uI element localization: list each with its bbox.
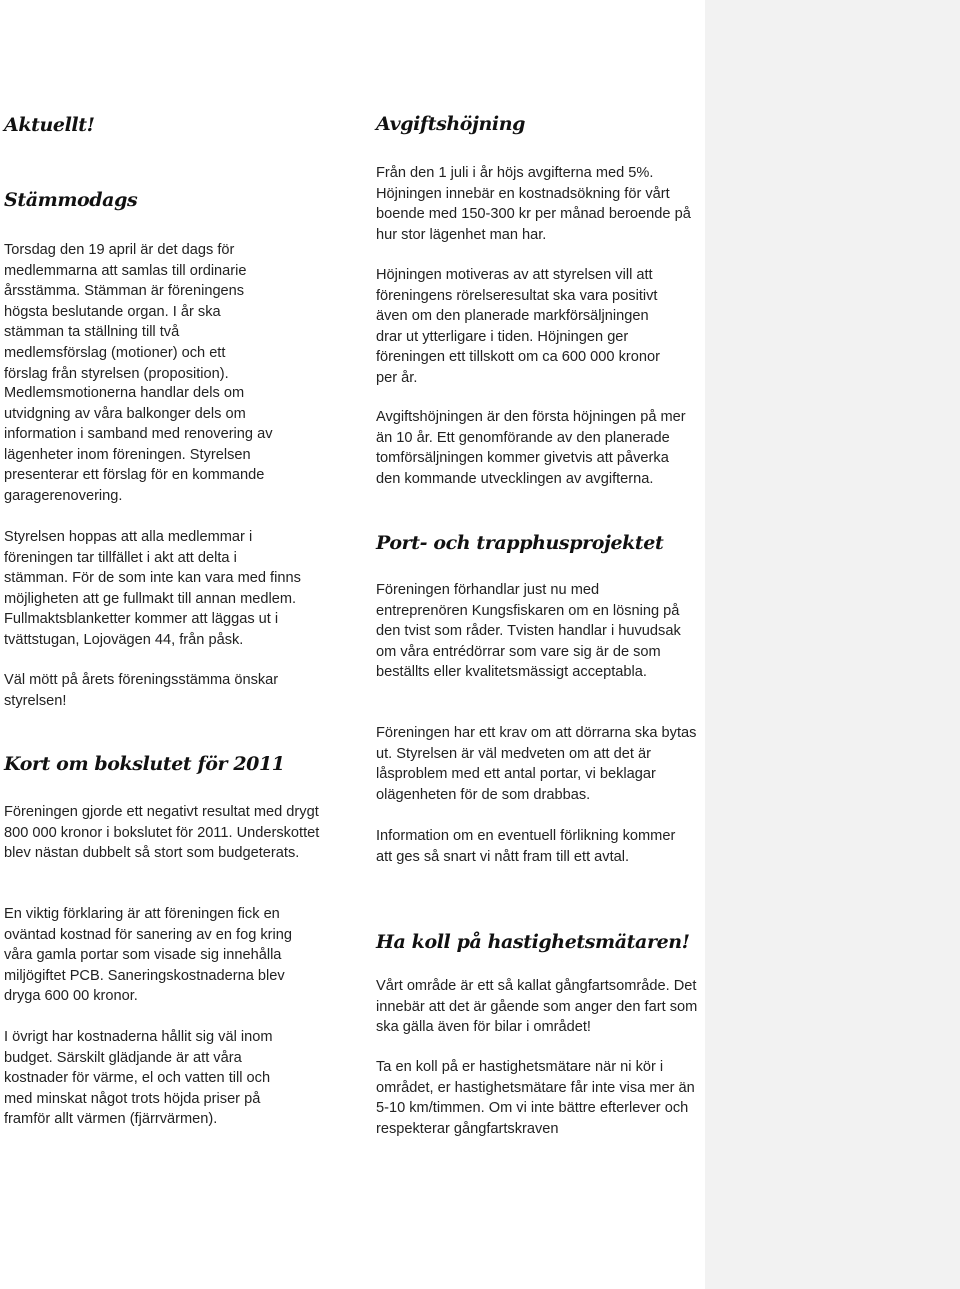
paragraph: Vårt område är ett så kallat gångfartsområde. Det innebär att det är gående som anger den fart som ska gälla även för bilar i området! [376,978,698,1036]
paragraph: Väl mött på årets föreningsstämma önskar styrelsen! [4,672,279,709]
paragraph: Föreningen har ett krav om att dörrarna ska bytas ut. Styrelsen är väl medveten om att det är låsproblem med ett antal portar, vi beklagar olägenheten för de som drabbas. [376,725,697,803]
heading-stammodags: Stämmodags [4,189,138,211]
heading-port-trapphus: Port- och trapphusprojektet [376,532,664,554]
paragraph: Styrelsen hoppas att alla medlemmar i föreningen tar tillfället i akt att delta i stämman. För de som inte kan vara med finns möjligheten att ge fullmakt till annan medlem. Fullmaktsblanketter kommer att läggas ut i tvättstugan, Lojovägen 44, från påsk. [4,529,301,648]
heading-avgiftshojning: Avgiftshöjning [376,113,526,135]
comment-margin-pane [705,0,960,1289]
heading-hastighetsmataren: Ha koll på hastighetsmätaren! [376,931,690,953]
paragraph: Ta en koll på er hastighetsmätare när ni kör i området, er hastighetsmätare får inte visa mer än 5-10 km/timmen. Om vi inte bättre efterlever och respekterar gångfartskraven [376,1059,695,1137]
paragraph: Föreningen gjorde ett negativt resultat med drygt 800 000 kronor i bokslutet för 2011. Underskottet blev nästan dubbelt så stort som budgeterats. [4,804,320,862]
page-title: Aktuellt! [4,114,95,136]
paragraph: Från den 1 juli i år höjs avgifterna med 5%. Höjningen innebär en kostnadsökning för vårt boende med 150-300 kr per månad beroende på hur stor lägenhet man har. [376,165,691,243]
paragraph: I övrigt har kostnaderna hållit sig väl inom budget. Särskilt glädjande är att våra kostnader för värme, el och vatten till och med minskat något trots höjda priser på framför allt värmen (fjärrvärmen). [4,1029,273,1128]
paragraph: Föreningen förhandlar just nu med entreprenören Kungsfiskaren om en lösning på den tvist som råder. Tvisten handlar i huvudsak om våra entrédörrar som vare sig är de som beställts eller kvalitetsmässigt acceptabla. [376,582,681,681]
paragraph: En viktig förklaring är att föreningen fick en oväntad kostnad för sanering av en fog kring våra gamla portar som visade sig innehålla miljögiftet PCB. Saneringskostnaderna blev dryga 600 00 kronor. [4,906,293,1005]
paragraph: Höjningen motiveras av att styrelsen vill att föreningens rörelseresultat ska vara positivt även om den planerade markförsäljningen drar ut ytterligare i tiden. Höjningen ger föreningen ett tillskott om ca 600 000 kronor per år. [376,267,660,386]
paragraph: Avgiftshöjningen är den första höjningen på mer än 10 år. Ett genomförande av den planerade tomförsäljningen kommer givetvis att påverka den kommande utvecklingen av avgifterna. [376,409,686,487]
paragraph: Medlemsmotionerna handlar dels om utvidgning av våra balkonger dels om information i samband med renovering av lägenheter inom föreningen. Styrelsen presenterar ett förslag för en kommande garagerenovering. [4,385,273,504]
paragraph: Information om en eventuell förlikning kommer att ges så snart vi nått fram till ett avtal. [376,828,676,865]
heading-bokslut: Kort om bokslutet för 2011 [4,753,285,775]
paragraph: Torsdag den 19 april är det dags för medlemmarna att samlas till ordinarie årsstämma. Stämman är föreningens högsta beslutande organ. I år ska stämman ta ställning till två medlemsförslag (motioner) och ett förslag från styrelsen (proposition). [4,242,247,382]
